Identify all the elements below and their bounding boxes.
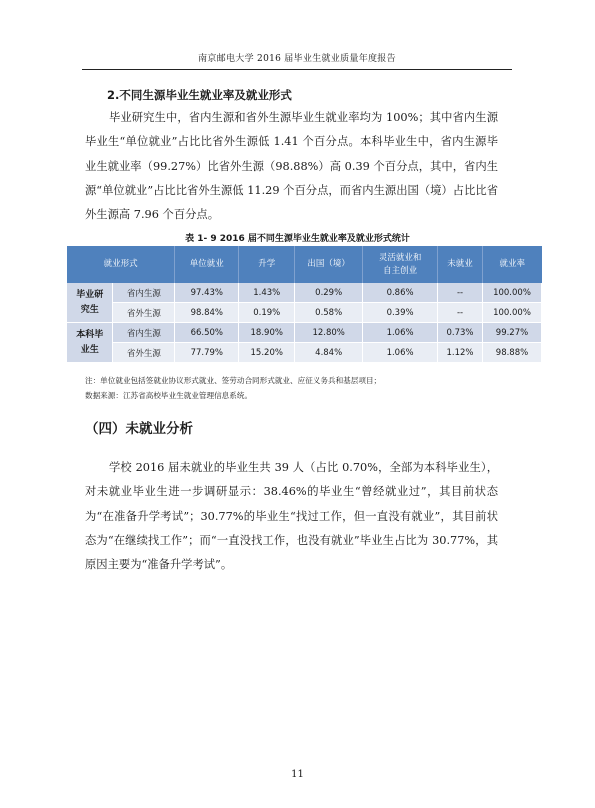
value-cell: 1.12% xyxy=(438,343,483,363)
value-cell: 15.20% xyxy=(239,343,295,363)
value-cell: 100.00% xyxy=(483,303,542,323)
value-cell: -- xyxy=(438,283,483,303)
page-number: 11 xyxy=(291,769,304,780)
source-cell: 省内生源 xyxy=(113,323,175,343)
group-label: 本科毕业生 xyxy=(67,323,113,363)
header-cell: 单位就业 xyxy=(175,246,239,283)
paragraph-unemployment-analysis: 学校 2016 届未就业的毕业生共 39 人（占比 0.70%，全部为本科毕业生），对未就业毕业生进一步调研显示：38.46%的毕业生“曾经就业过”，其目前状态为“在准备升学考试”；30.77%的毕业生“找过工作，但一直没有就业”，其目前状态为“在继续找工作”；而“一直没找工作，也没有就业”毕业生占比为 30.77%，其原因主要为“准备升学考试”。 xyxy=(85,461,498,572)
table-row xyxy=(67,283,542,303)
value-cell: -- xyxy=(438,303,483,323)
section-title: 2.不同生源毕业生就业率及就业形式 xyxy=(107,88,292,102)
value-cell: 1.06% xyxy=(363,343,438,363)
source-cell: 省外生源 xyxy=(113,343,175,363)
employment-table xyxy=(67,246,542,363)
value-cell: 0.73% xyxy=(438,323,483,343)
value-cell: 18.90% xyxy=(239,323,295,343)
table-note: 注：单位就业包括签就业协议形式就业、签劳动合同形式就业、应征义务兵和基层项目； xyxy=(85,376,382,385)
table-row xyxy=(67,343,542,363)
subsection-title: （四）未就业分析 xyxy=(85,421,193,437)
source-cell: 省内生源 xyxy=(113,283,175,303)
value-cell: 66.50% xyxy=(175,323,239,343)
paragraph-employment-by-source: 毕业研究生中，省内生源和省外生源毕业生就业率均为 100%；其中省内生源毕业生“单位就业”占比比省外生源低 1.41 个百分点。本科毕业生中，省内生源毕业生就业率（99.27%）比省外生源（98.88%）高 0.39 个百分点，其中，省内生源“单位就业”占比比省外生源低 11.29 个百分点，而省内生源出国（境）占比比省外生源高 7.96 个百分点。 xyxy=(85,111,498,222)
value-cell: 100.00% xyxy=(483,283,542,303)
header-cell: 出国（境） xyxy=(295,246,363,283)
data-source-note: 数据来源：江苏省高校毕业生就业管理信息系统。 xyxy=(85,391,253,400)
value-cell: 0.19% xyxy=(239,303,295,323)
table-header-row xyxy=(67,246,542,283)
header-cell: 未就业 xyxy=(438,246,483,283)
value-cell: 1.43% xyxy=(239,283,295,303)
value-cell: 1.06% xyxy=(363,323,438,343)
header-cell: 灵活就业和自主创业 xyxy=(363,246,438,283)
header-cell: 就业形式 xyxy=(67,246,175,283)
header-cell: 升学 xyxy=(239,246,295,283)
value-cell: 4.84% xyxy=(295,343,363,363)
value-cell: 77.79% xyxy=(175,343,239,363)
header-rule xyxy=(82,69,512,70)
header-cell: 就业率 xyxy=(483,246,542,283)
value-cell: 98.84% xyxy=(175,303,239,323)
value-cell: 0.39% xyxy=(363,303,438,323)
table-caption: 表 1- 9 2016 届不同生源毕业生就业率及就业形式统计 xyxy=(185,234,410,244)
page-header: 南京邮电大学 2016 届毕业生就业质量年度报告 xyxy=(198,54,396,64)
group-label: 毕业研究生 xyxy=(67,283,113,323)
source-cell: 省外生源 xyxy=(113,303,175,323)
value-cell: 99.27% xyxy=(483,323,542,343)
value-cell: 0.86% xyxy=(363,283,438,303)
value-cell: 0.58% xyxy=(295,303,363,323)
table-row xyxy=(67,303,542,323)
value-cell: 0.29% xyxy=(295,283,363,303)
value-cell: 98.88% xyxy=(483,343,542,363)
value-cell: 97.43% xyxy=(175,283,239,303)
table-row xyxy=(67,323,542,343)
value-cell: 12.80% xyxy=(295,323,363,343)
